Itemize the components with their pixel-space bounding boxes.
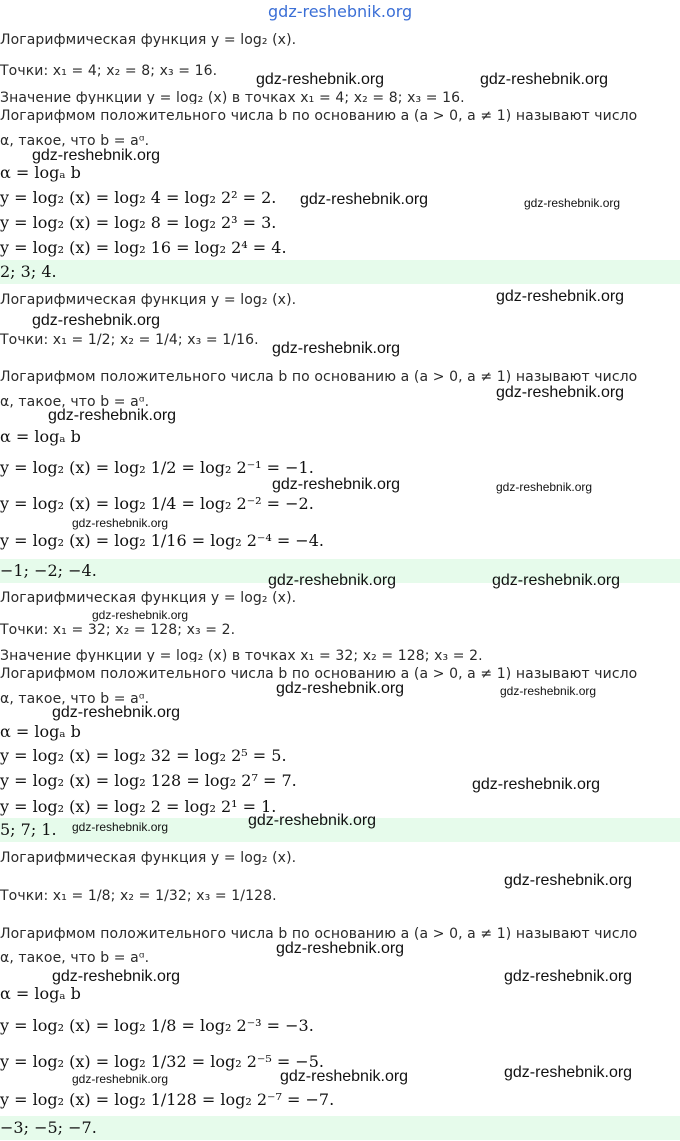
block2-heading: Логарифмическая функция y = log₂ (x). (0, 292, 297, 308)
watermark: gdz-reshebnik.org (72, 820, 169, 834)
watermark: gdz-reshebnik.org (524, 196, 621, 210)
block4-points: Точки: x₁ = 1/8; x₂ = 1/32; x₃ = 1/128. (0, 888, 277, 904)
watermark: gdz-reshebnik.org (268, 572, 397, 589)
block4-definition-cont: α, такое, что b = aᵅ. (0, 950, 150, 966)
block3-value-line: Значение функции y = log₂ (x) в точках x₁ = 32; x₂ = 128; x₃ = 2. (0, 648, 483, 662)
block4-answer: −3; −5; −7. (0, 1118, 97, 1137)
block1-answer-band (0, 260, 680, 284)
block1-definition-cont: α, такое, что b = aᵅ. (0, 133, 150, 149)
block4-answer-band (0, 1116, 680, 1140)
block1-value-line: Значение функции y = log₂ (x) в точках x₁ = 4; x₂ = 8; x₃ = 16. (0, 90, 465, 104)
block3-alpha: α = logₐ b (0, 722, 81, 741)
block3-heading: Логарифмическая функция y = log₂ (x). (0, 590, 297, 606)
watermark: gdz-reshebnik.org (496, 288, 625, 305)
watermark: gdz-reshebnik.org (272, 476, 401, 493)
block3-answer: 5; 7; 1. (0, 820, 57, 839)
block2-definition-cont: α, такое, что b = aᵅ. (0, 394, 150, 410)
block3-definition: Логарифмом положительного числа b по основанию a (a > 0, a ≠ 1) называют число (0, 666, 638, 682)
watermark: gdz-reshebnik.org (300, 191, 429, 208)
watermark: gdz-reshebnik.org (504, 1064, 633, 1081)
watermark: gdz-reshebnik.org (500, 684, 597, 698)
watermark: gdz-reshebnik.org (496, 480, 593, 494)
watermark: gdz-reshebnik.org (504, 872, 633, 889)
site-header-link[interactable]: gdz-reshebnik.org (268, 2, 413, 21)
block1-heading: Логарифмическая функция y = log₂ (x). (0, 32, 297, 48)
block2-alpha: α = logₐ b (0, 427, 81, 446)
watermark: gdz-reshebnik.org (48, 407, 177, 424)
block2-definition: Логарифмом положительного числа b по основанию a (a > 0, a ≠ 1) называют число (0, 369, 638, 385)
watermark: gdz-reshebnik.org (492, 572, 621, 589)
block3-points: Точки: x₁ = 32; x₂ = 128; x₃ = 2. (0, 622, 236, 638)
block1-points: Точки: x₁ = 4; x₂ = 8; x₃ = 16. (0, 63, 218, 79)
block4-eq1: y = log₂ (x) = log₂ 1/8 = log₂ 2⁻³ = −3. (0, 1016, 314, 1035)
watermark: gdz-reshebnik.org (52, 968, 181, 985)
block4-definition: Логарифмом положительного числа b по основанию a (a > 0, a ≠ 1) называют число (0, 926, 638, 942)
block3-eq3: y = log₂ (x) = log₂ 2 = log₂ 2¹ = 1. (0, 797, 277, 816)
watermark: gdz-reshebnik.org (32, 312, 161, 329)
watermark: gdz-reshebnik.org (480, 71, 609, 88)
block3-eq2: y = log₂ (x) = log₂ 128 = log₂ 2⁷ = 7. (0, 771, 297, 790)
block2-eq3: y = log₂ (x) = log₂ 1/16 = log₂ 2⁻⁴ = −4. (0, 531, 324, 550)
block1-definition: Логарифмом положительного числа b по основанию a (a > 0, a ≠ 1) называют число (0, 108, 638, 124)
watermark: gdz-reshebnik.org (32, 147, 161, 164)
block2-answer: −1; −2; −4. (0, 561, 97, 580)
block2-eq1: y = log₂ (x) = log₂ 1/2 = log₂ 2⁻¹ = −1. (0, 458, 314, 477)
watermark: gdz-reshebnik.org (472, 776, 601, 793)
watermark: gdz-reshebnik.org (496, 384, 625, 401)
block1-eq3: y = log₂ (x) = log₂ 16 = log₂ 2⁴ = 4. (0, 238, 287, 257)
block4-eq2: y = log₂ (x) = log₂ 1/32 = log₂ 2⁻⁵ = −5. (0, 1052, 324, 1071)
watermark: gdz-reshebnik.org (276, 940, 405, 957)
watermark: gdz-reshebnik.org (92, 608, 189, 622)
block1-eq2: y = log₂ (x) = log₂ 8 = log₂ 2³ = 3. (0, 213, 277, 232)
block4-heading: Логарифмическая функция y = log₂ (x). (0, 850, 297, 866)
watermark: gdz-reshebnik.org (256, 71, 385, 88)
block1-alpha: α = logₐ b (0, 163, 81, 182)
block1-answer: 2; 3; 4. (0, 262, 57, 281)
watermark: gdz-reshebnik.org (272, 340, 401, 357)
block4-alpha: α = logₐ b (0, 984, 81, 1003)
watermark: gdz-reshebnik.org (72, 1072, 169, 1086)
block3-definition-cont: α, такое, что b = aᵅ. (0, 691, 150, 707)
watermark: gdz-reshebnik.org (52, 704, 181, 721)
block2-points: Точки: x₁ = 1/2; x₂ = 1/4; x₃ = 1/16. (0, 332, 259, 348)
block4-eq3: y = log₂ (x) = log₂ 1/128 = log₂ 2⁻⁷ = −7. (0, 1090, 335, 1109)
watermark: gdz-reshebnik.org (276, 680, 405, 697)
block1-eq1: y = log₂ (x) = log₂ 4 = log₂ 2² = 2. (0, 188, 277, 207)
watermark: gdz-reshebnik.org (72, 516, 169, 530)
watermark: gdz-reshebnik.org (504, 968, 633, 985)
block3-eq1: y = log₂ (x) = log₂ 32 = log₂ 2⁵ = 5. (0, 746, 287, 765)
block2-eq2: y = log₂ (x) = log₂ 1/4 = log₂ 2⁻² = −2. (0, 494, 314, 513)
watermark: gdz-reshebnik.org (280, 1068, 409, 1085)
watermark: gdz-reshebnik.org (248, 812, 377, 829)
